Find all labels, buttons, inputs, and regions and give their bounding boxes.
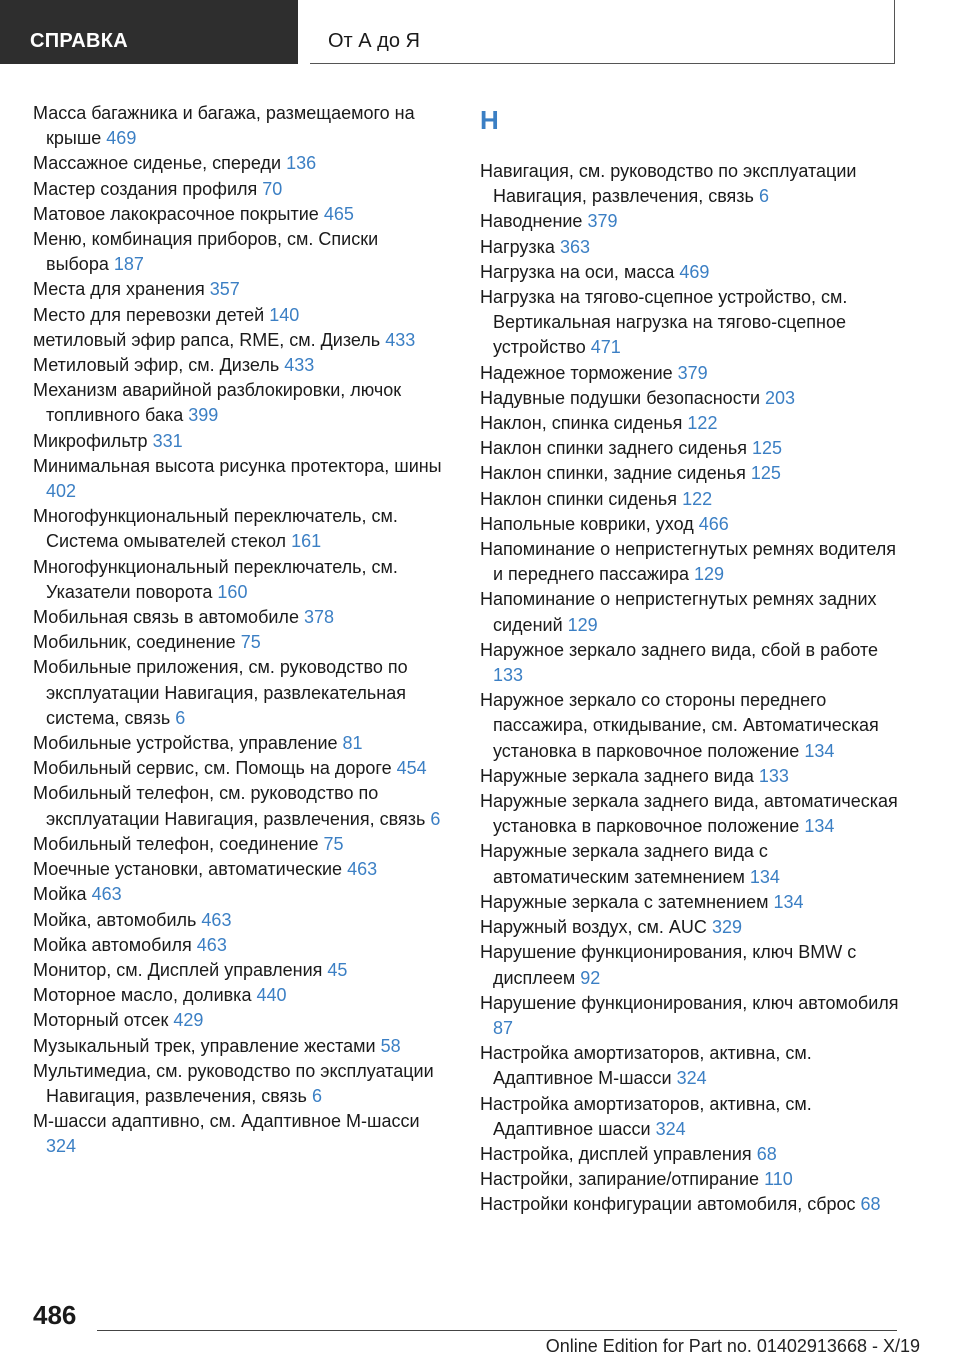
entry-text: Наружное зеркало заднего вида, сбой в работе (480, 639, 879, 660)
entry-text: М-шасси адаптивно, см. Адаптивное М-шасси (33, 1111, 420, 1132)
index-entry (33, 630, 443, 655)
index-entry (33, 454, 443, 504)
index-entry (33, 857, 443, 882)
page-link[interactable]: 363 (559, 236, 590, 257)
index-entry (480, 411, 900, 436)
footer-edition: Online Edition for Part no. 01402913668 - X/19 (545, 1336, 920, 1356)
entry-text: Нарушение функционирования, ключ автомобиля (480, 992, 899, 1013)
page-link[interactable]: 68 (756, 1143, 777, 1164)
index-entry (480, 235, 900, 260)
page-link[interactable]: 324 (655, 1118, 686, 1139)
chapter-tab[interactable]: От А до Я (310, 0, 895, 64)
entry-text: Микрофильтр (33, 430, 148, 451)
footer-divider (97, 1330, 897, 1331)
entry-text: Мобильный телефон, соединение (33, 833, 319, 854)
entry-text: Наклон спинки сиденья (480, 488, 678, 509)
index-entry (33, 605, 443, 630)
index-entry (480, 915, 900, 940)
index-entry (33, 378, 443, 428)
index-entry (480, 890, 900, 915)
page-link[interactable]: 471 (590, 337, 621, 358)
page-link[interactable]: 463 (347, 859, 378, 880)
entry-text: Масса багажника и багажа, размещаемого на крыше (33, 103, 415, 149)
index-entry (33, 882, 443, 907)
entry-text: метиловый эфир рапса, RME, см. Дизель (33, 329, 381, 350)
index-entry (480, 1142, 900, 1167)
index-entry (33, 555, 443, 605)
page-link[interactable]: 6 (175, 707, 186, 728)
entry-text: Напольные коврики, уход (480, 513, 694, 534)
index-column-left (33, 101, 443, 1160)
entry-text: Моечные установки, автоматические (33, 859, 343, 880)
page-link[interactable]: 75 (323, 833, 344, 854)
page-link[interactable]: 6 (758, 186, 769, 207)
page-link[interactable]: 454 (396, 758, 427, 779)
page-link[interactable]: 463 (91, 884, 122, 905)
entry-text: Мастер создания профиля (33, 178, 258, 199)
index-entry (480, 940, 900, 990)
index-entry (33, 908, 443, 933)
entry-text: Мобильные устройства, управление (33, 733, 338, 754)
index-entry (480, 285, 900, 361)
entry-text: Настройка амортизаторов, активна, см. Адаптивное шасси (480, 1093, 812, 1139)
page-link[interactable]: 92 (580, 967, 601, 988)
index-entry (33, 353, 443, 378)
entry-text: Многофункциональный переключатель, см. Указатели поворота (33, 556, 398, 602)
page-link[interactable]: 125 (750, 463, 781, 484)
entry-text: Минимальная высота рисунка протектора, шины (33, 455, 442, 476)
entry-text: Наружные зеркала с затемнением (480, 891, 769, 912)
index-entry (33, 832, 443, 857)
page-link[interactable]: 134 (749, 866, 780, 887)
entry-text: Наклон спинки, задние сиденья (480, 463, 746, 484)
entry-text: Настройка амортизаторов, активна, см. Адаптивное М-шасси (480, 1043, 812, 1089)
index-entry (33, 303, 443, 328)
page-link[interactable]: 160 (217, 581, 248, 602)
index-entry (480, 361, 900, 386)
page-link[interactable]: 133 (758, 765, 789, 786)
entry-text: Мобильник, соединение (33, 632, 236, 653)
entry-text: Мойка, автомобиль (33, 909, 197, 930)
entry-text: Наружное зеркало со стороны переднего пассажира, откидывание, см. Автоматическая установка в парковочное положение (480, 690, 879, 761)
entry-text: Механизм аварийной разблокировки, лючок топливного бака (33, 380, 402, 426)
page-link[interactable]: 469 (106, 128, 137, 149)
entry-text: Нагрузка на тягово-сцепное устройство, см. Вертикальная нагрузка на тягово-сцепное устройство (480, 287, 848, 358)
page-link[interactable]: 45 (327, 959, 348, 980)
index-entry (33, 933, 443, 958)
index-entry (480, 537, 900, 587)
page-link[interactable]: 87 (493, 1017, 514, 1038)
entry-text: Места для хранения (33, 279, 205, 300)
entry-text: Наводнение (480, 211, 583, 232)
index-entry (33, 101, 443, 151)
entry-text: Мобильная связь в автомобиле (33, 607, 299, 628)
index-entry (33, 277, 443, 302)
entry-text: Настройки, запирание/отпирание (480, 1169, 760, 1190)
page-link[interactable]: 134 (804, 816, 835, 837)
index-entry (33, 655, 443, 731)
entry-text: Моторный отсек (33, 1010, 169, 1031)
index-entry (480, 1167, 900, 1192)
index-entry (33, 781, 443, 831)
entry-text: Настройки конфигурации автомобиля, сброс (480, 1194, 856, 1215)
page-link[interactable]: 203 (765, 387, 796, 408)
index-entry (480, 436, 900, 461)
entry-text: Метиловый эфир, см. Дизель (33, 355, 280, 376)
index-entry (33, 328, 443, 353)
index-entry (480, 839, 900, 889)
page-link[interactable]: 469 (679, 261, 710, 282)
entry-text: Нагрузка (480, 236, 555, 257)
page-link[interactable]: 465 (323, 203, 354, 224)
page-link[interactable]: 357 (209, 279, 240, 300)
page-link[interactable]: 429 (173, 1010, 204, 1031)
page-link[interactable]: 433 (385, 329, 416, 350)
index-entry (33, 756, 443, 781)
page-link[interactable]: 129 (693, 564, 725, 585)
page-link[interactable]: 129 (567, 614, 598, 635)
index-entry (33, 1034, 443, 1059)
page-link[interactable]: 402 (46, 481, 77, 502)
entry-text: Мультимедиа, см. руководство по эксплуатации Навигация, развлечения, связь (33, 1060, 434, 1106)
page-link[interactable]: 161 (291, 531, 322, 552)
entry-text: Наружные зеркала заднего вида, автоматическая установка в парковочное положение (480, 791, 898, 837)
page-link[interactable]: 70 (262, 178, 283, 199)
index-entry (480, 991, 900, 1041)
entry-text: Место для перевозки детей (33, 304, 265, 325)
page-link[interactable]: 110 (764, 1169, 793, 1190)
page-header (0, 0, 960, 64)
index-entry (480, 487, 900, 512)
index-entry (33, 731, 443, 756)
index-entry (33, 151, 443, 176)
page-link[interactable]: 399 (188, 405, 219, 426)
index-entry (480, 1092, 900, 1142)
entry-text: Мобильный телефон, см. руководство по эксплуатации Навигация, развлечения, связь (33, 783, 426, 829)
entry-text: Настройка, дисплей управления (480, 1143, 752, 1164)
entry-text: Мойка автомобиля (33, 934, 192, 955)
index-entry (33, 983, 443, 1008)
page-link[interactable]: 433 (284, 355, 315, 376)
index-entry (480, 789, 900, 839)
entry-text: Музыкальный трек, управление жестами (33, 1035, 376, 1056)
page-link[interactable]: 68 (860, 1194, 881, 1215)
entry-text: Напоминание о непристегнутых ремнях задних сидений (480, 589, 877, 635)
page-link[interactable]: 463 (196, 934, 227, 955)
entry-text: Нарушение функционирования, ключ BMW с дисплеем (480, 942, 857, 988)
page-link[interactable]: 6 (430, 808, 441, 829)
index-entry (480, 260, 900, 285)
page-link[interactable]: 324 (46, 1136, 77, 1157)
entry-text: Меню, комбинация приборов, см. Списки выбора (33, 229, 379, 275)
index-entry (33, 1109, 443, 1159)
entry-text: Навигация, см. руководство по эксплуатации Навигация, развлечения, связь (480, 161, 857, 207)
index-entry (33, 227, 443, 277)
index-entry (480, 638, 900, 688)
page-link[interactable]: 81 (342, 733, 363, 754)
index-entry (33, 429, 443, 454)
index-entry (33, 958, 443, 983)
page-link[interactable]: 58 (380, 1035, 401, 1056)
index-entry (480, 688, 900, 764)
entry-text: Монитор, см. Дисплей управления (33, 959, 323, 980)
page-link[interactable]: 134 (773, 891, 804, 912)
page-link[interactable]: 466 (698, 513, 729, 534)
index-entry (33, 1008, 443, 1033)
index-entry (480, 386, 900, 411)
page-link[interactable]: 125 (751, 438, 783, 459)
entry-text: Массажное сиденье, спереди (33, 153, 282, 174)
entry-text: Наружные зеркала заднего вида (480, 765, 754, 786)
page-link[interactable]: 379 (677, 362, 708, 383)
entry-text: Нагрузка на оси, масса (480, 261, 675, 282)
page-link[interactable]: 75 (240, 632, 261, 653)
index-entry (33, 1059, 443, 1109)
page-link[interactable]: 463 (201, 909, 232, 930)
entry-text: Наклон, спинка сиденья (480, 413, 683, 434)
entry-text: Мобильные приложения, см. руководство по эксплуатации Навигация, развлекательная система, связь (33, 657, 408, 728)
page-link[interactable]: 187 (113, 254, 144, 275)
index-entry (480, 1041, 900, 1091)
page-number: 486 (33, 1300, 77, 1330)
entry-text: Напоминание о непристегнутых ремнях водителя и переднего пассажира (480, 539, 896, 585)
entry-text: Наружные зеркала заднего вида с автоматическим затемнением (480, 841, 768, 887)
page-link[interactable]: 140 (269, 304, 300, 325)
page-link[interactable]: 378 (303, 607, 335, 628)
index-entry (480, 461, 900, 486)
page-link[interactable]: 324 (676, 1068, 707, 1089)
letter-heading: Н (480, 105, 499, 135)
page-link[interactable]: 136 (286, 153, 317, 174)
entry-text: Надежное торможение (480, 362, 673, 383)
index-entry (33, 504, 443, 554)
section-tab[interactable]: СПРАВКА (0, 0, 298, 64)
page-link[interactable]: 133 (493, 665, 524, 686)
index-column-right (480, 101, 900, 1218)
index-entry (480, 587, 900, 637)
index-entry (33, 177, 443, 202)
entry-text: Матовое лакокрасочное покрытие (33, 203, 319, 224)
page-link[interactable]: 6 (311, 1085, 322, 1106)
entry-text: Моторное масло, доливка (33, 985, 252, 1006)
entry-text: Наклон спинки заднего сиденья (480, 438, 747, 459)
page-link[interactable]: 122 (687, 413, 718, 434)
index-entry (480, 512, 900, 537)
page-link[interactable]: 440 (256, 985, 287, 1006)
page-link[interactable]: 331 (152, 430, 183, 451)
index-entry (480, 764, 900, 789)
index-entry (480, 159, 900, 209)
index-entry (33, 202, 443, 227)
page-link[interactable]: 134 (804, 740, 835, 761)
page-link[interactable]: 122 (682, 488, 713, 509)
entry-text: Мобильный сервис, см. Помощь на дороге (33, 758, 392, 779)
page-link[interactable]: 379 (587, 211, 618, 232)
entry-text: Многофункциональный переключатель, см. Система омывателей стекол (33, 506, 398, 552)
page-link[interactable]: 329 (711, 917, 742, 938)
index-entry (480, 1192, 900, 1217)
entry-text: Наружный воздух, см. AUC (480, 917, 707, 938)
entry-text: Надувные подушки безопасности (480, 387, 760, 408)
index-entry (480, 209, 900, 234)
entry-text: Мойка (33, 884, 87, 905)
